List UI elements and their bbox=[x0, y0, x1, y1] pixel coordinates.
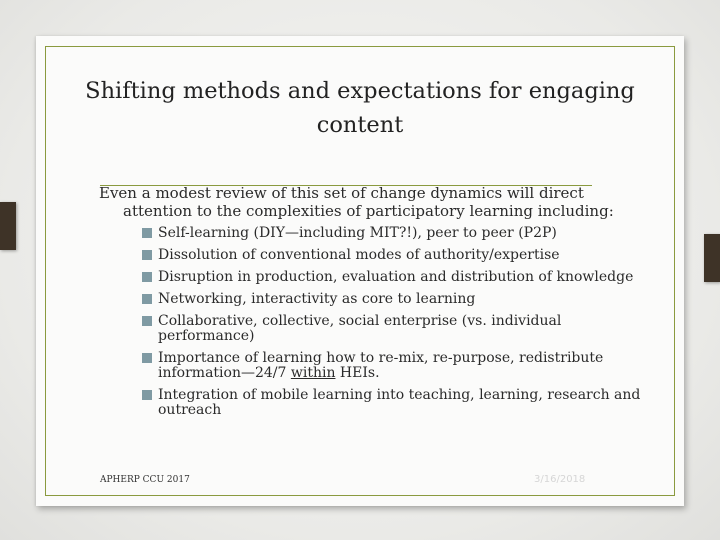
bullet-item bbox=[142, 314, 642, 344]
bullet-item bbox=[142, 292, 642, 307]
bullet-underlined-text: within bbox=[290, 365, 336, 381]
bullet-item bbox=[142, 351, 642, 381]
square-bullet-icon bbox=[142, 390, 152, 400]
footer-date: 3/16/2018 bbox=[534, 474, 586, 485]
left-binder-tab bbox=[0, 202, 16, 250]
bullet-text: Self-learning (DIY—including MIT?!), peer to peer (P2P) bbox=[158, 225, 557, 241]
bullet-text: Integration of mobile learning into teaching, learning, research and outreach bbox=[158, 387, 641, 418]
bullet-item bbox=[142, 270, 642, 285]
bullet-text: Importance of learning how to re-mix, re-purpose, redistribute information—24/7 bbox=[158, 350, 604, 381]
square-bullet-icon bbox=[142, 228, 152, 238]
intro-text: Even a modest review of this set of change dynamics will direct attention to the complexities of participatory learning including: bbox=[99, 184, 614, 220]
bullet-list bbox=[142, 226, 642, 425]
bullet-text-end: HEIs. bbox=[335, 365, 380, 381]
slide-title: Shifting methods and expectations for engaging content bbox=[85, 78, 635, 138]
bullet-text: Disruption in production, evaluation and distribution of knowledge bbox=[158, 269, 634, 285]
bullet-item bbox=[142, 248, 642, 263]
square-bullet-icon bbox=[142, 250, 152, 260]
bullet-item bbox=[142, 226, 642, 241]
square-bullet-icon bbox=[142, 294, 152, 304]
footer-organization: APHERP CCU 2017 bbox=[100, 475, 190, 485]
square-bullet-icon bbox=[142, 353, 152, 363]
square-bullet-icon bbox=[142, 316, 152, 326]
bullet-text: Networking, interactivity as core to learning bbox=[158, 291, 476, 307]
bullet-text: Dissolution of conventional modes of authority/expertise bbox=[158, 247, 560, 263]
square-bullet-icon bbox=[142, 272, 152, 282]
bullet-item bbox=[142, 388, 642, 418]
bullet-text: Collaborative, collective, social enterprise (vs. individual performance) bbox=[158, 313, 562, 344]
slide-card bbox=[36, 36, 684, 506]
right-binder-tab bbox=[704, 234, 720, 282]
